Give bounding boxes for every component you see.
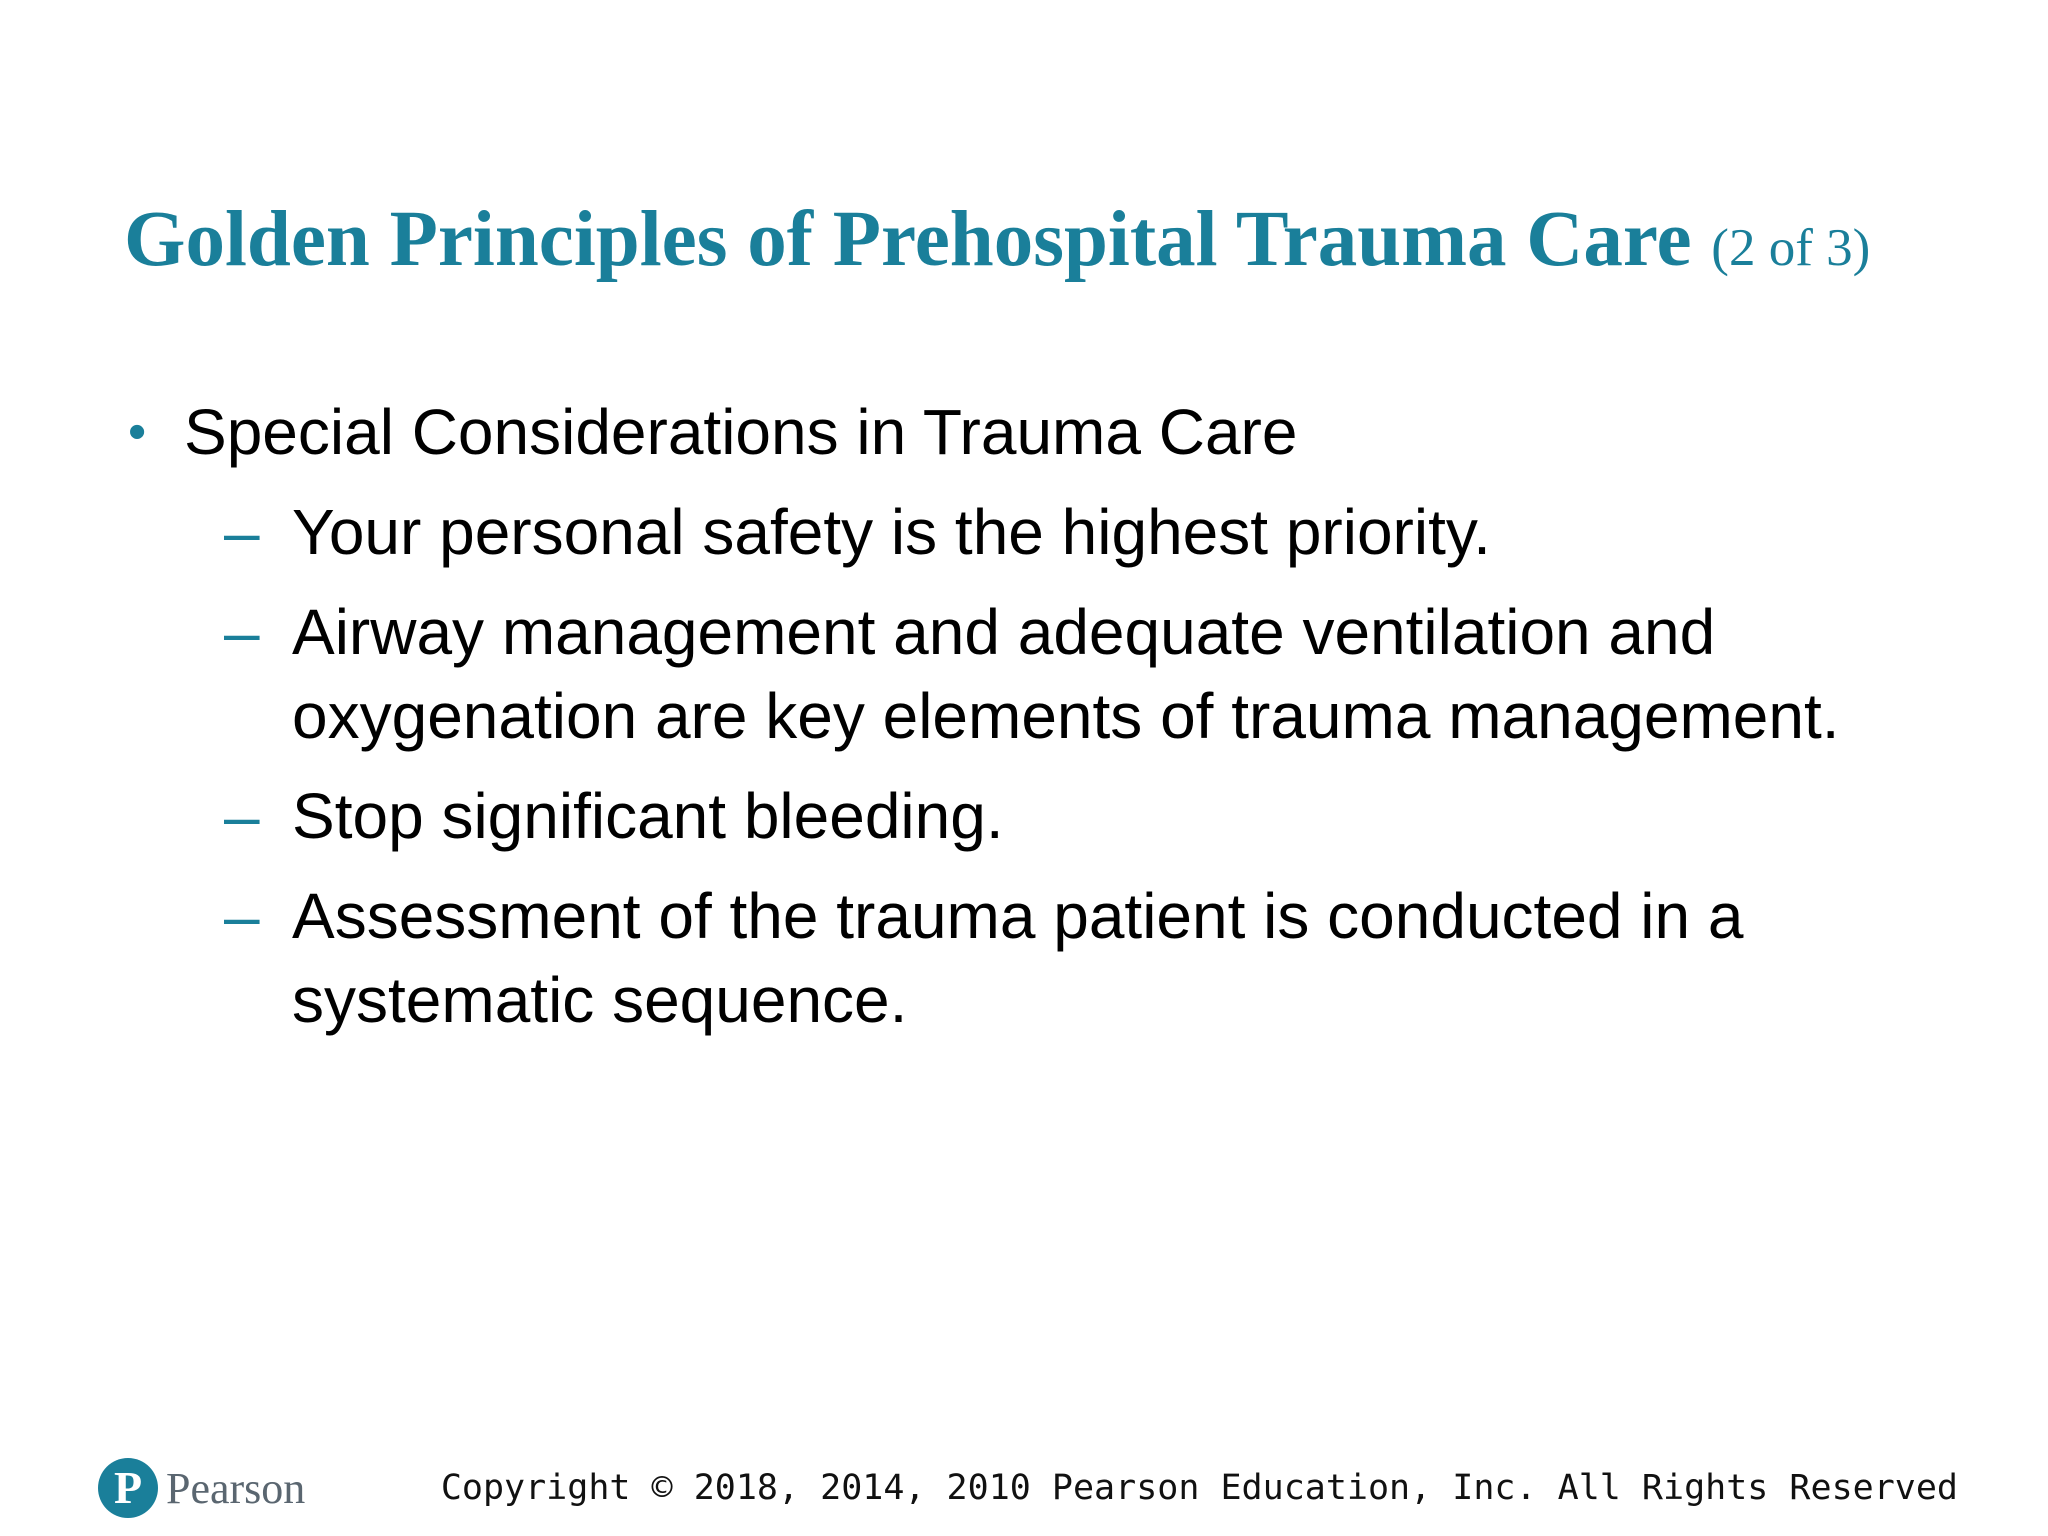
dash-marker: – [224,596,260,668]
copyright-notice: Copyright © 2018, 2014, 2010 Pearson Education, Inc. All Rights Reserved [440,1468,1958,1508]
pearson-logo [98,1458,305,1518]
dash-marker: – [224,780,260,852]
sub-bullet-text: Assessment of the trauma patient is conducted in a systematic sequence. [292,880,1744,1036]
dash-marker: – [224,880,260,952]
sub-bullet-list [124,490,1924,1042]
sub-bullet-1 [124,490,1932,574]
slide-title [124,190,1870,298]
slide-title-text: Golden Principles of Prehospital Trauma Care [124,196,1692,283]
sub-bullet-3 [124,774,1932,858]
pearson-logo-icon: P [98,1458,158,1518]
main-bullet [124,390,1924,474]
slide-title-suffix: (2 of 3) [1711,219,1871,277]
main-bullet-text: Special Considerations in Trauma Care [184,396,1298,468]
bullet-marker: • [128,403,147,461]
sub-bullet-4 [124,874,1932,1042]
sub-bullet-text: Airway management and adequate ventilation and oxygenation are key elements of trauma management. [292,596,1840,752]
sub-bullet-2 [124,590,1932,758]
dash-marker: – [224,496,260,568]
slide-content [124,390,1924,1058]
sub-bullet-text: Your personal safety is the highest priority. [292,496,1491,568]
pearson-logo-text: Pearson [166,1463,306,1513]
sub-bullet-text: Stop significant bleeding. [292,780,1004,852]
